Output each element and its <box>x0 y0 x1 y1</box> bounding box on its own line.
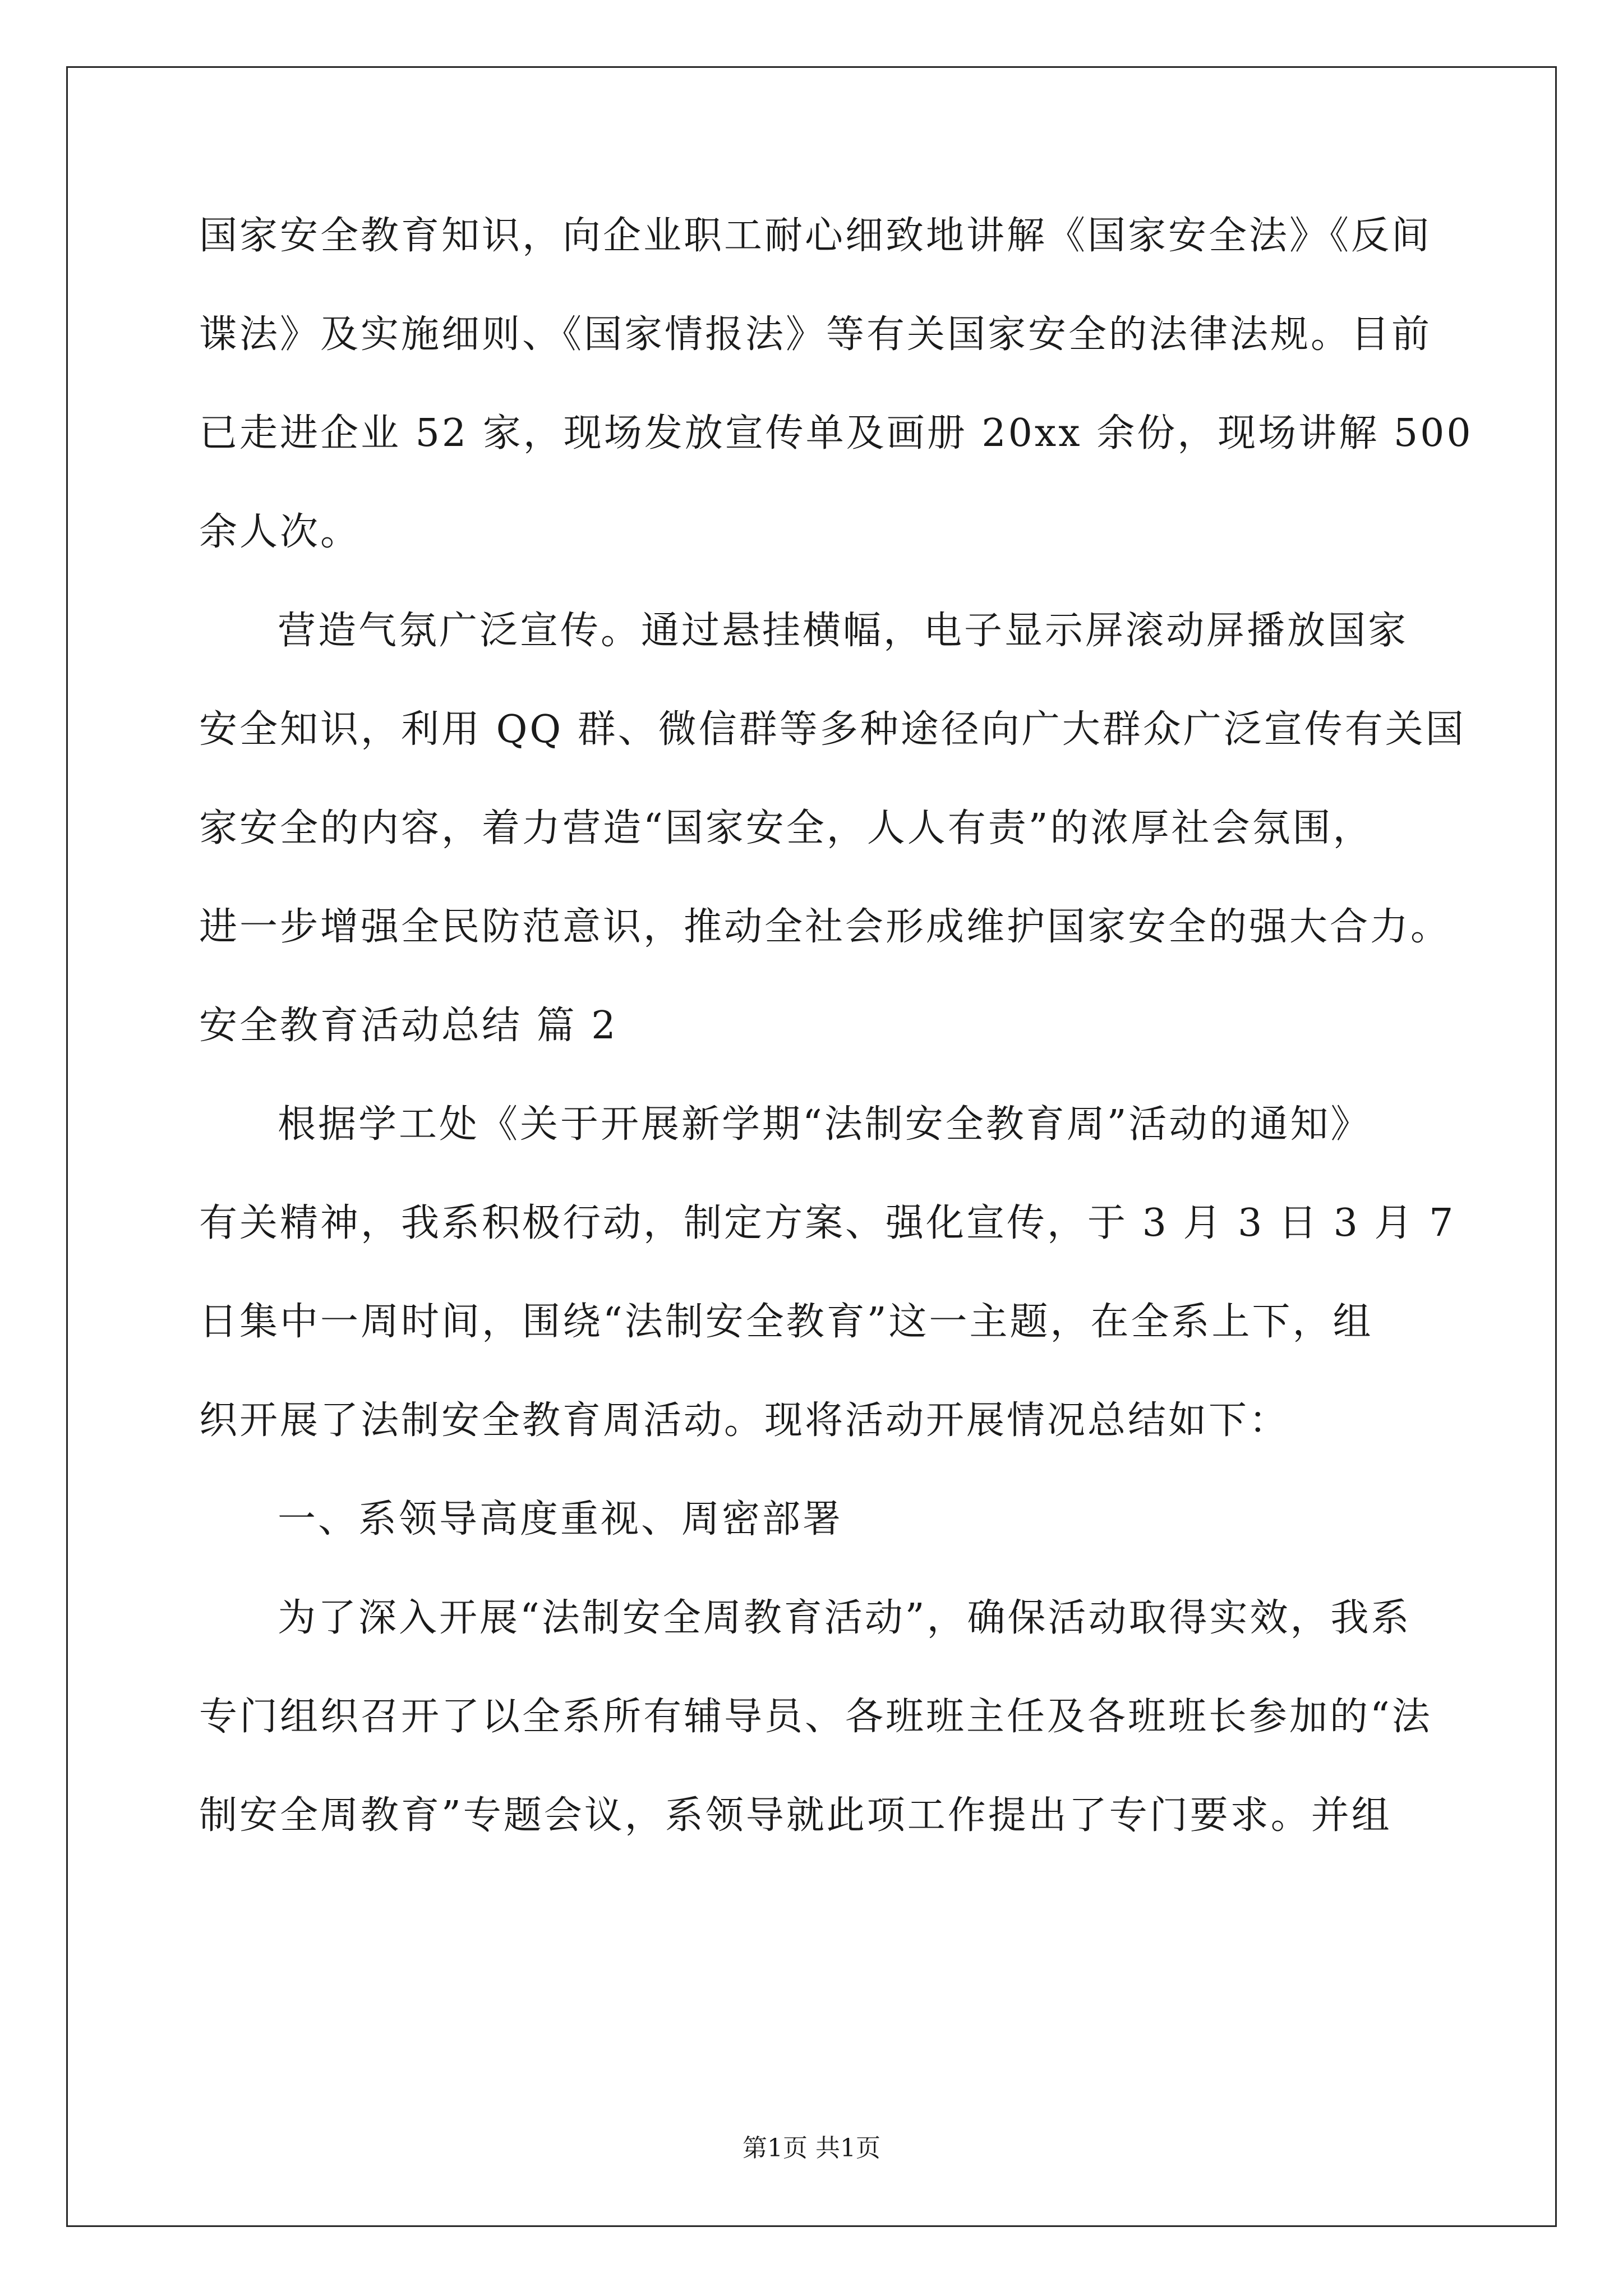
text-line: 余人次。 <box>199 510 361 554</box>
paragraph-first-line: 为了深入开展“法制安全周教育活动”，确保活动取得实效，我系 <box>278 1596 1412 1640</box>
text-line: 制安全周教育”专题会议，系领导就此项工作提出了专门要求。并组 <box>199 1793 1392 1838</box>
paragraph-first-line: 根据学工处《关于开展新学期“法制安全教育周”活动的通知》 <box>278 1102 1371 1147</box>
text-line: 有关精神，我系积极行动，制定方案、强化宣传，于 3 月 3 日 3 月 7 <box>199 1201 1456 1245</box>
text-line: 安全知识，利用 QQ 群、微信群等多种途径向广大群众广泛宣传有关国 <box>199 707 1466 752</box>
text-line: 进一步增强全民防范意识，推动全社会形成维护国家安全的强大合力。 <box>199 905 1451 949</box>
subsection-heading: 一、系领导高度重视、周密部署 <box>278 1497 843 1542</box>
text-line: 专门组织召开了以全系所有辅导员、各班班主任及各班班长参加的“法 <box>199 1695 1432 1739</box>
text-line: 已走进企业 52 家，现场发放宣传单及画册 20xx 余份，现场讲解 500 <box>199 411 1473 455</box>
paragraph-first-line: 营造气氛广泛宣传。通过悬挂横幅，电子显示屏滚动屏播放国家 <box>278 609 1409 653</box>
text-line: 日集中一周时间，围绕“法制安全教育”这一主题，在全系上下，组 <box>199 1300 1373 1344</box>
page-number-footer: 第1页 共1页 <box>743 2134 880 2162</box>
text-line: 谍法》及实施细则、《国家情报法》等有关国家安全的法律法规。目前 <box>199 312 1432 357</box>
text-line: 国家安全教育知识，向企业职工耐心细致地讲解《国家安全法》《反间 <box>199 214 1432 258</box>
text-line: 织开展了法制安全教育周活动。现将活动开展情况总结如下： <box>199 1398 1290 1443</box>
section-heading: 安全教育活动总结 篇 2 <box>199 1004 618 1048</box>
text-line: 家安全的内容，着力营造“国家安全，人人有责”的浓厚社会氛围， <box>199 806 1373 850</box>
